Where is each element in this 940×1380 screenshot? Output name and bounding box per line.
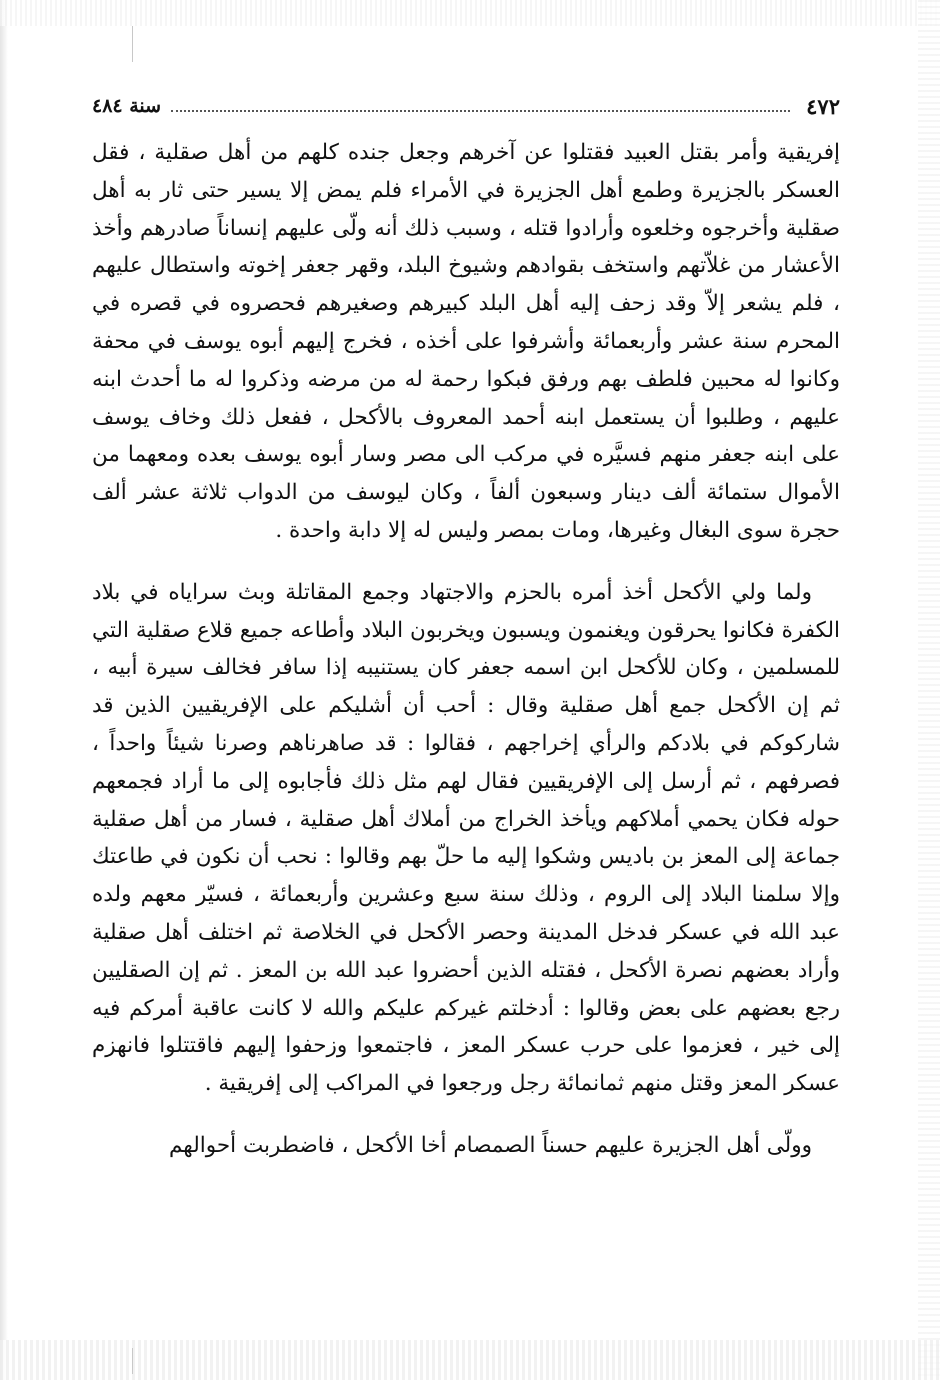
page-bottom-scan-noise <box>0 1340 940 1380</box>
binding-mark-bottom <box>132 1348 133 1374</box>
page-top-scan-noise <box>0 0 940 26</box>
body-text <box>92 134 840 1165</box>
paragraph-spacer <box>92 1103 840 1127</box>
paragraph-1: إفريقية وأمر بقتل العبيد فقتلوا عن آخرهم وجعل جنده كلهم من أهل صقلية ، فقل العسكر بالجزيرة وطمع أهل الجزيرة في الأمراء فلم يمض إلا يسير حتى ثار به أهل صقلية وأخرجوه وخلعوه وأرادوا قتله ، وسبب ذلك أنه ولّى عليهم إنساناً صادرهم وأخذ الأعشار من غلاّتهم واستخف بقوادهم وشيوخ البلد، وقهر جعفر إخوته واستطال عليهم ، فلم يشعر إلاّ وقد زحف إليه أهل البلد كبيرهم وصغيرهم فحصروه في قصره في المحرم سنة عشر وأربعمائة وأشرفوا على أخذه ، فخرج إليهم أبوه يوسف في محفة وكانوا له محبين فلطف بهم ورفق فبكوا رحمة له من مرضه وذكروا له ما أحدث ابنه عليهم ، وطلبوا أن يستعمل ابنه أحمد المعروف بالأكحل ، ففعل ذلك وخاف يوسف على ابنه جعفر منهم فسيَّره في مركب الى مصر وسار أبوه يوسف بعده ومعهما من الأموال ستمائة ألف دينار وسبعون ألفاً ، وكان ليوسف من الدواب ثلاثة عشر ألف حجرة سوى البغال وغيرها، ومات بمصر وليس له إلا دابة واحدة . <box>92 140 840 543</box>
page-right-edge-scan-noise <box>918 0 940 1380</box>
paragraph-spacer <box>92 550 840 574</box>
header-dotted-rule <box>171 110 790 112</box>
page-header <box>92 88 840 124</box>
page-number: ٤٧٢ <box>806 93 840 119</box>
running-head: سنة ٤٨٤ <box>92 95 162 117</box>
paragraph-2: ولما ولي الأكحل أخذ أمره بالحزم والاجتهاد وجمع المقاتلة وبث سراياه في بلاد الكفرة فكانوا يحرقون ويغنمون ويسبون ويخربون البلاد وأطاعه جميع قلاع صقلية التي للمسلمين ، وكان للأكحل ابن اسمه جعفر كان يستنيبه إذا سافر فخالف سيرة أبيه ، ثم إن الأكحل جمع أهل صقلية وقال : أحب أن أشليكم على الإفريقيين الذين قد شاركوكم في بلادكم والرأي إخراجهم ، فقالوا : قد صاهرناهم وصرنا شيئاً واحداً ، فصرفهم ، ثم أرسل إلى الإفريقيين فقال لهم مثل ذلك فأجابوه إلى ما أراد فجمعهم حوله فكان يحمي أملاكهم ويأخذ الخراج من أملاك أهل صقلية ، فسار من أهل صقلية جماعة إلى المعز بن باديس وشكوا إليه ما حلّ بهم وقالوا : نحب أن نكون في طاعتك وإلا سلمنا البلاد إلى الروم ، وذلك سنة سبع وعشرين وأربعمائة ، فسيّر معهم ولده عبد الله في عسكر فدخل المدينة وحصر الأكحل في الخلاصة ثم اختلف أهل صقلية وأراد بعضهم نصرة الأكحل ، فقتله الذين أحضروا عبد الله بن المعز . ثم إن الصقليين رجع بعضهم على بعض وقالوا : أدخلتم غيركم عليكم والله لا كانت عاقبة أمركم فيه إلى خير ، فعزموا على حرب عسكر المعز ، فاجتمعوا وزحفوا إليهم فاقتتلوا فانهزم عسكر المعز وقتل منهم ثمانمائة رجل ورجعوا في المراكب إلى إفريقية . <box>92 579 840 1097</box>
page-left-edge-shadow <box>0 0 8 1380</box>
paragraph-3: وولّى أهل الجزيرة عليهم حسناً الصمصام أخا الأكحل ، فاضطربت أحوالهم <box>169 1132 812 1158</box>
binding-mark-top <box>132 26 133 62</box>
book-page <box>92 88 840 1165</box>
